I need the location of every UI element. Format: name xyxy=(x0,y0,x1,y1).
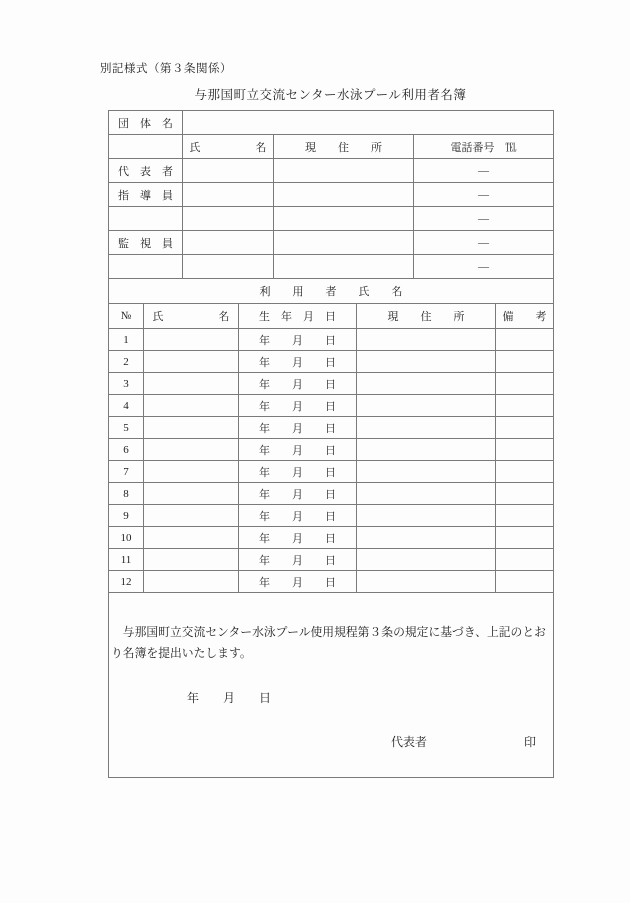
user-row xyxy=(109,395,554,417)
user-name-cell xyxy=(144,571,239,593)
user-row xyxy=(109,461,554,483)
user-no-cell: 12 xyxy=(109,571,144,593)
instructor-label: 指 導 員 xyxy=(109,183,183,207)
staff-header-spacer xyxy=(109,135,183,159)
staff-name-cell xyxy=(183,207,274,231)
user-row xyxy=(109,439,554,461)
instructor-extra-row xyxy=(109,207,554,231)
user-name-cell xyxy=(144,439,239,461)
phone-column-header: 電話番号 ℡ xyxy=(414,135,554,159)
user-note-cell xyxy=(496,373,554,395)
user-address-cell xyxy=(357,505,496,527)
user-row xyxy=(109,417,554,439)
user-address-cell xyxy=(357,351,496,373)
group-name-row xyxy=(109,111,554,135)
instructor-row xyxy=(109,183,554,207)
user-birth-cell: 年 月 日 xyxy=(239,373,357,395)
user-address-column-header: 現 住 所 xyxy=(357,304,496,329)
user-address-cell xyxy=(357,395,496,417)
user-birth-cell: 年 月 日 xyxy=(239,461,357,483)
no-column-header: № xyxy=(109,304,144,329)
user-no-cell: 11 xyxy=(109,549,144,571)
users-section-title: 利 用 者 氏 名 xyxy=(109,279,554,304)
user-no-cell: 1 xyxy=(109,329,144,351)
user-note-cell xyxy=(496,329,554,351)
user-no-cell: 5 xyxy=(109,417,144,439)
staff-phone-cell: — xyxy=(414,255,554,279)
users-header-row xyxy=(109,304,554,329)
user-address-cell xyxy=(357,329,496,351)
user-name-cell xyxy=(144,373,239,395)
user-no-cell: 8 xyxy=(109,483,144,505)
user-name-cell xyxy=(144,505,239,527)
representative-row xyxy=(109,159,554,183)
staff-address-cell xyxy=(274,255,414,279)
user-row xyxy=(109,329,554,351)
user-row xyxy=(109,505,554,527)
staff-label-blank xyxy=(109,207,183,231)
user-birth-cell: 年 月 日 xyxy=(239,483,357,505)
user-address-cell xyxy=(357,549,496,571)
user-birth-cell: 年 月 日 xyxy=(239,527,357,549)
staff-address-cell xyxy=(274,207,414,231)
seal-label: 印 xyxy=(524,735,537,749)
user-name-cell xyxy=(144,417,239,439)
user-name-column-header: 氏 名 xyxy=(144,304,239,329)
user-no-cell: 4 xyxy=(109,395,144,417)
user-note-cell xyxy=(496,461,554,483)
staff-name-cell xyxy=(183,159,274,183)
user-no-cell: 7 xyxy=(109,461,144,483)
staff-phone-cell: — xyxy=(414,231,554,255)
supervisor-extra-row xyxy=(109,255,554,279)
user-name-cell xyxy=(144,351,239,373)
staff-name-cell xyxy=(183,255,274,279)
staff-phone-cell: — xyxy=(414,183,554,207)
user-name-cell xyxy=(144,527,239,549)
roster-form-table xyxy=(108,110,554,778)
user-row xyxy=(109,373,554,395)
user-note-cell xyxy=(496,505,554,527)
birthdate-column-header: 生 年 月 日 xyxy=(239,304,357,329)
user-birth-cell: 年 月 日 xyxy=(239,505,357,527)
user-birth-cell: 年 月 日 xyxy=(239,417,357,439)
user-name-cell xyxy=(144,461,239,483)
user-address-cell xyxy=(357,483,496,505)
user-address-cell xyxy=(357,373,496,395)
user-no-cell: 9 xyxy=(109,505,144,527)
user-address-cell xyxy=(357,417,496,439)
staff-address-cell xyxy=(274,231,414,255)
users-banner-row xyxy=(109,279,554,304)
user-no-cell: 6 xyxy=(109,439,144,461)
user-row xyxy=(109,351,554,373)
staff-address-cell xyxy=(274,159,414,183)
closing-signature-line xyxy=(109,731,553,753)
user-note-cell xyxy=(496,439,554,461)
staff-address-cell xyxy=(274,183,414,207)
address-column-header: 現 住 所 xyxy=(274,135,414,159)
user-name-cell xyxy=(144,483,239,505)
supervisor-row xyxy=(109,231,554,255)
user-row xyxy=(109,527,554,549)
user-row xyxy=(109,571,554,593)
user-address-cell xyxy=(357,571,496,593)
user-note-cell xyxy=(496,417,554,439)
user-no-cell: 3 xyxy=(109,373,144,395)
user-no-cell: 10 xyxy=(109,527,144,549)
user-birth-cell: 年 月 日 xyxy=(239,549,357,571)
user-note-cell xyxy=(496,571,554,593)
staff-phone-cell: — xyxy=(414,159,554,183)
staff-name-cell xyxy=(183,183,274,207)
user-note-cell xyxy=(496,527,554,549)
representative-signature-label: 代表者 xyxy=(391,735,428,749)
staff-label-blank xyxy=(109,255,183,279)
user-name-cell xyxy=(144,329,239,351)
group-name-value xyxy=(183,111,554,135)
user-note-cell xyxy=(496,549,554,571)
user-note-cell xyxy=(496,351,554,373)
closing-cell xyxy=(109,593,554,778)
user-address-cell xyxy=(357,461,496,483)
user-row xyxy=(109,483,554,505)
group-name-label: 団 体 名 xyxy=(109,111,183,135)
page-title: 与那国町立交流センター水泳プール利用者名簿 xyxy=(194,88,467,102)
user-birth-cell: 年 月 日 xyxy=(239,395,357,417)
user-address-cell xyxy=(357,527,496,549)
user-birth-cell: 年 月 日 xyxy=(239,439,357,461)
closing-statement: 与那国町立交流センター水泳プール使用規程第３条の規定に基づき、上記のとおり名簿を提出いたします。 xyxy=(111,625,546,660)
supervisor-label: 監 視 員 xyxy=(109,231,183,255)
remarks-column-header: 備 考 xyxy=(496,304,554,329)
user-name-cell xyxy=(144,395,239,417)
user-name-cell xyxy=(144,549,239,571)
staff-header-row xyxy=(109,135,554,159)
user-birth-cell: 年 月 日 xyxy=(239,351,357,373)
closing-row xyxy=(109,593,554,778)
user-row xyxy=(109,549,554,571)
user-address-cell xyxy=(357,439,496,461)
closing-date-line: 年 月 日 xyxy=(187,691,272,705)
staff-name-cell xyxy=(183,231,274,255)
user-note-cell xyxy=(496,483,554,505)
form-note: 別記様式（第３条関係） xyxy=(100,63,232,75)
user-no-cell: 2 xyxy=(109,351,144,373)
name-column-header: 氏 名 xyxy=(183,135,274,159)
user-birth-cell: 年 月 日 xyxy=(239,571,357,593)
user-note-cell xyxy=(496,395,554,417)
user-birth-cell: 年 月 日 xyxy=(239,329,357,351)
representative-label: 代 表 者 xyxy=(109,159,183,183)
staff-phone-cell: — xyxy=(414,207,554,231)
